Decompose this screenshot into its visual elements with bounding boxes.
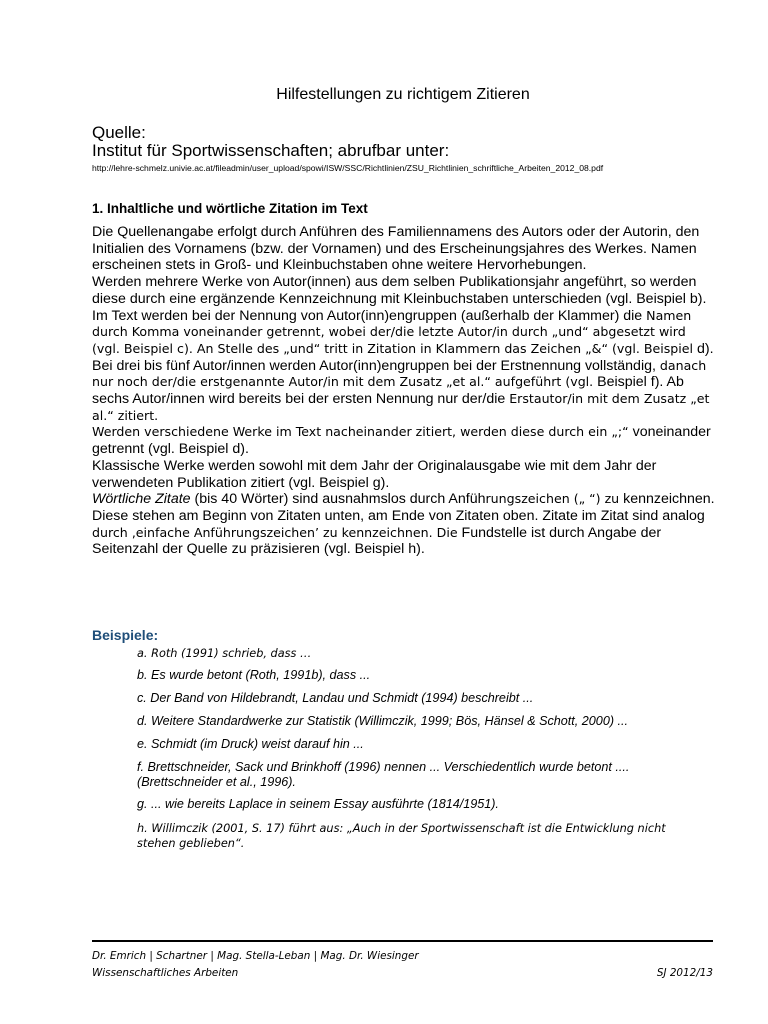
paragraph-7-part-d: Zitate im Zitat sind analog xyxy=(542,507,705,524)
example-e: e. Schmidt (im Druck) weist darauf hin ... xyxy=(137,737,364,751)
paragraph-5 xyxy=(92,424,716,457)
paragraph-6: Klassische Werke werden sowohl mit dem Jahr der Originalausgabe wie mit dem Jahr der verwendeten Publikation zitiert (vgl. Beispiel g). xyxy=(92,457,657,491)
paragraph-4-line-d: Erstautor/in mit dem Zusatz „et al.“ zitiert. xyxy=(92,391,710,423)
paragraph-4 xyxy=(92,358,716,425)
footer-term: SJ 2012/13 xyxy=(656,967,713,979)
source-name: Institut für Sportwissenschaften; abrufbar unter: xyxy=(92,141,450,160)
example-c: c. Der Band von Hildebrandt, Landau und Schmidt (1994) beschreibt ... xyxy=(137,691,534,705)
paragraph-4-line-a: Bei drei bis fünf Autor/innen werden Autor(inn)engruppen bei der Erstnennung vollständig, xyxy=(92,357,656,374)
paragraph-2: Werden mehrere Werke von Autor(innen) aus dem selben Publikationsjahr angeführt, so werden diese durch eine ergänzende Kennzeichnung mit Kleinbuchstaben unterschieden (vgl. Beispiel b). xyxy=(92,274,707,307)
source-block xyxy=(92,124,714,160)
paragraph-7-part-b: rungszeichen („ “) zu xyxy=(485,491,620,507)
footer-authors: Dr. Emrich | Schartner | Mag. Stella-Leban | Mag. Dr. Wiesinger xyxy=(92,950,419,962)
section-heading: 1. Inhaltliche und wörtliche Zitation im Text xyxy=(92,201,368,216)
example-a: a. Roth (1991) schrieb, dass … xyxy=(137,647,312,660)
paragraph-3 xyxy=(92,308,716,358)
paragraph-7 xyxy=(92,491,716,558)
document-title: Hilfestellungen zu richtigem Zitieren xyxy=(276,86,530,103)
examples-heading: Beispiele: xyxy=(92,627,159,643)
example-d: d. Weitere Standardwerke zur Statistik (Willimczik, 1999; Bös, Hänsel & Schott, 2000) ... xyxy=(137,714,629,728)
example-f: f. Brettschneider, Sack und Brinkhoff (1996) nennen ... Verschiedentlich wurde betont .... (Brettschneider et al., 1996). xyxy=(137,760,630,789)
paragraph-7-part-c: kennzeichnen. Diese stehen am Beginn von Zitaten unten, am Ende von Zitaten oben. xyxy=(92,491,715,524)
example-b: b. Es wurde betont (Roth, 1991b), dass ... xyxy=(137,668,371,682)
paragraph-7-part-f: Fundstelle ist durch Angabe der Seitenzahl der Quelle zu präzisieren (vgl. Beispiel h). xyxy=(92,524,662,558)
example-g: g. ... wie bereits Laplace in seinem Essay ausführte (1814/1951). xyxy=(137,797,499,811)
paragraph-7-part-e: durch ‚einfache Anführungszeichen’ zu kennzeichnen. Die xyxy=(92,524,458,540)
section-body xyxy=(92,224,716,558)
source-url: http://lehre-schmelz.univie.ac.at/fileadmin/user_upload/spowi/ISW/SSC/Richtlinien/ZSU_Richtlinien_schriftliche_Arbeiten_2012_08.pdf xyxy=(92,163,604,173)
paragraph-3-line-c: d). xyxy=(693,340,714,357)
footer-subject: Wissenschaftliches Arbeiten xyxy=(92,967,239,979)
paragraph-7-part-a: (bis 40 Wörter) sind ausnahmslos durch Anfüh xyxy=(190,491,486,508)
paragraph-3-line-a: Im Text werden bei der Nennung von Autor(inn)engruppen (außerhalb der Klammer) die xyxy=(92,307,643,324)
example-h: h. Willimczik (2001, S. 17) führt aus: „Auch in der Sportwissenschaft ist die Entwicklung nicht stehen geblieben“. xyxy=(137,822,666,850)
source-label: Quelle: xyxy=(92,123,146,142)
paragraph-5-line-a: Werden verschiedene Werke im Text nacheinander zitiert, werden diese durch ein „;“ xyxy=(92,424,629,440)
paragraph-1: Die Quellenangabe erfolgt durch Anführen des Familiennamens des Autors oder der Autorin, den Initialien des Vornamens (bzw. der Vornamen) und des Erscheinungsjahres des Werkes. Namen erscheinen stets in Groß- und Kleinbuchstaben ohne weitere Hervorhebungen. xyxy=(92,224,700,274)
paragraph-7-italic: Wörtliche Zitate xyxy=(92,491,191,508)
paragraph-4-line-b: danach nur noch der/die erstgenannte Autor/in mit dem Zusatz „et al.“ aufgeführt (vgl. xyxy=(92,357,707,390)
paragraph-4-line-c: Beispiel f). Ab sechs Autor/innen wird bereits bei der ersten Nennung nur der/die xyxy=(92,374,684,408)
paragraph-3-line-b: Namen durch Komma voneinander getrennt, wobei der/die letzte Autor/in durch „und“ abgesetzt wird (vgl. Beispiel c). An Stelle des „und“ tritt in Zitation in Klammern das Zeichen „&“ (vgl. Beispiel xyxy=(92,307,694,356)
footer-row xyxy=(92,967,713,979)
footer-divider xyxy=(92,940,713,942)
paragraph-5-line-b: voneinander getrennt (vgl. Beispiel d). xyxy=(92,424,711,458)
